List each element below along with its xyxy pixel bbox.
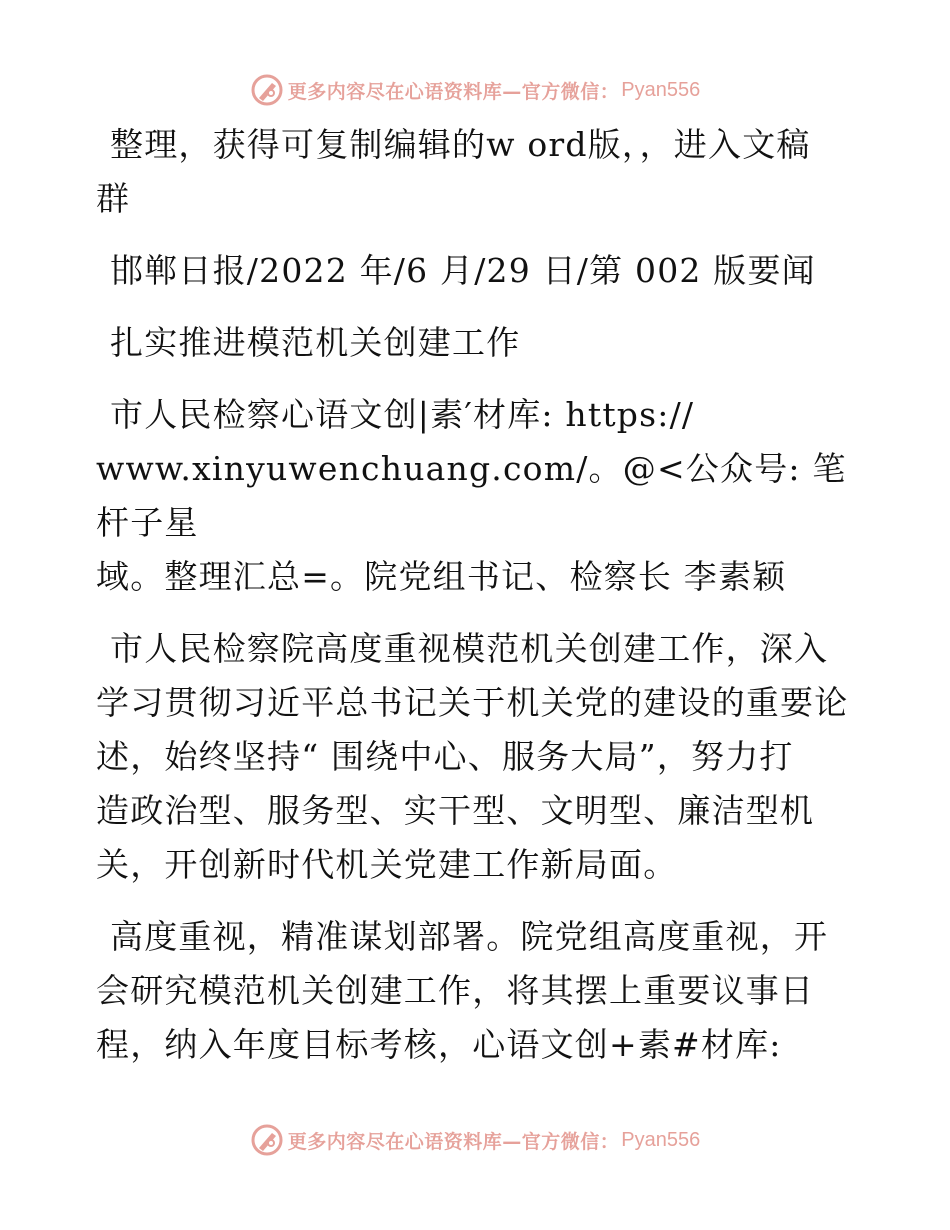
paragraph-body-1 (96, 622, 861, 892)
pen-logo-icon (250, 73, 284, 107)
text-line: 高度重视，精准谋划部署。院党组高度重视，开 (110, 917, 829, 956)
watermark-id: Pyan556 (621, 78, 701, 101)
article-title (96, 316, 861, 370)
text-line: 程，纳入年度目标考核，心语文创+素#材库: (96, 1025, 782, 1064)
text-line: 述，始终坚持“ 围绕中心、服务大局”，努力打 (96, 737, 794, 776)
text-line: 域。整理汇总=。院党组书记、检察长 李素颖 (96, 557, 787, 596)
text-line: 造政治型、服务型、实干型、文明型、廉洁型机 (96, 791, 815, 830)
text-line: 会研究模范机关创建工作，将其摆上重要议事日 (96, 971, 815, 1010)
text-line: 扎实推进模范机关创建工作 (110, 323, 521, 362)
paragraph-author (96, 388, 861, 604)
watermark-id: Pyan556 (621, 1128, 701, 1151)
text-line: 学习贯彻习近平总书记关于机关党的建设的重要论 (96, 683, 849, 722)
paragraph-source (96, 244, 861, 298)
header-watermark (0, 68, 950, 112)
text-line: 市人民检察院高度重视模范机关创建工作，深入 (110, 629, 829, 668)
text-line: 邯郸日报/2022 年/6 月/29 日/第 002 版要闻 (110, 251, 816, 290)
text-line: 群 (96, 179, 131, 218)
text-line: 市人民检察心语文创|素′材库: https:// (110, 395, 695, 434)
text-line: www.xinyuwenchuang.com/。@<公众号: 笔杆子星 (96, 449, 847, 542)
footer-watermark (0, 1118, 950, 1162)
pen-logo-icon (250, 1123, 284, 1157)
text-line: 整理，获得可复制编辑的w ord版，，进入文稿 (110, 125, 811, 164)
paragraph-body-2 (96, 910, 861, 1072)
document-body (96, 118, 861, 1072)
watermark-text: 更多内容尽在心语资料库—官方微信： (287, 1130, 620, 1153)
text-line: 关，开创新时代机关党建工作新局面。 (96, 845, 678, 884)
paragraph-intro (96, 118, 861, 226)
watermark-text: 更多内容尽在心语资料库—官方微信： (287, 80, 620, 103)
